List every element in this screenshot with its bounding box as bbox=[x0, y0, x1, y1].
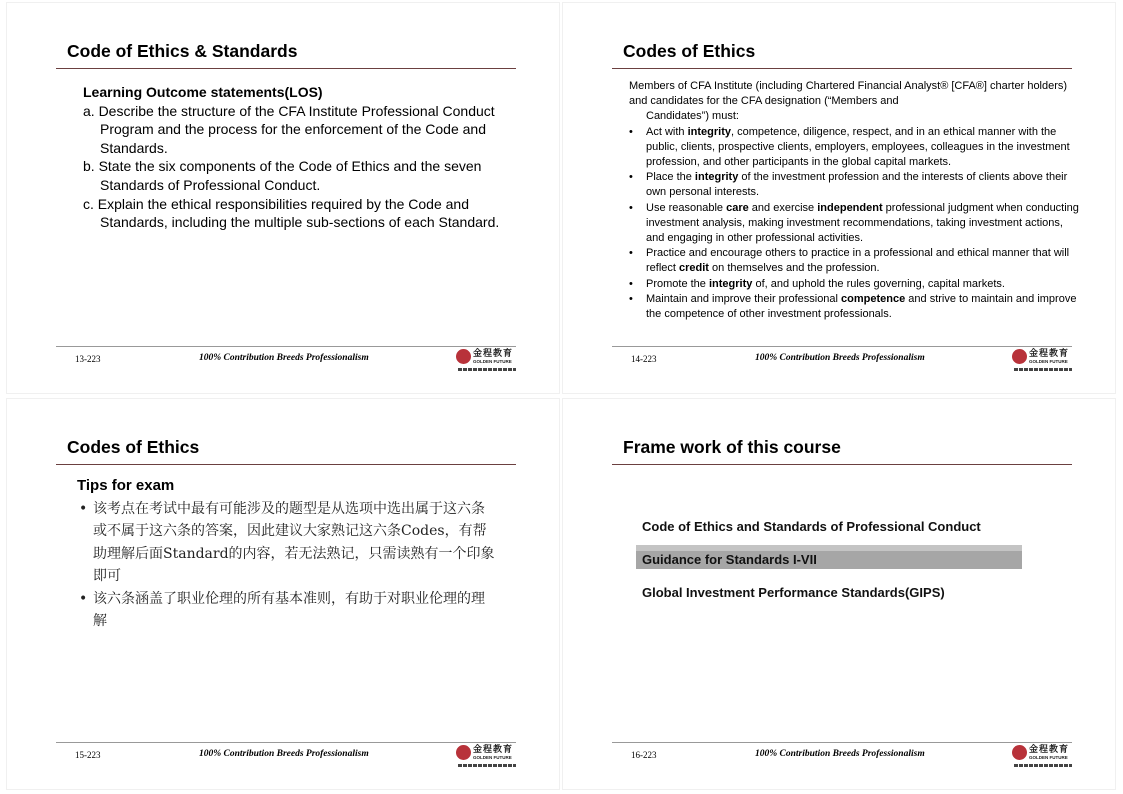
tip-item: • 该六条涵盖了职业伦理的所有基本准则，有助于对职业伦理的理解 bbox=[77, 588, 497, 633]
text: of, and uphold the rules governing, capital markets. bbox=[752, 277, 1005, 290]
title-rule bbox=[56, 464, 516, 465]
title-rule bbox=[612, 68, 1072, 69]
page-number: 13-223 bbox=[75, 354, 101, 364]
slide-title: Codes of Ethics bbox=[623, 41, 756, 61]
intro-text-cont: Candidates”) must: bbox=[646, 110, 739, 123]
text: Practice and encourage others to practice in a professional and ethical manner that will reflect bbox=[646, 247, 1070, 275]
text: of the investment profession and the interests of clients above their own personal interests. bbox=[646, 171, 1068, 199]
golden-future-logo: 金程教育 GOLDEN FUTURE bbox=[456, 348, 520, 374]
keyword: independent bbox=[817, 201, 883, 214]
golden-future-logo: 金程教育 GOLDEN FUTURE bbox=[1012, 744, 1076, 770]
text: and exercise bbox=[748, 201, 818, 214]
footer-motto: 100% Contribution Breeds Professionalism bbox=[755, 749, 925, 759]
slide-13 bbox=[6, 2, 560, 394]
framework-item: Global Investment Performance Standards(GIPS) bbox=[642, 585, 945, 600]
text: and strive to maintain and improve the competence of other investment professionals. bbox=[646, 292, 1077, 321]
code-item bbox=[629, 125, 1084, 171]
keyword: credit bbox=[679, 262, 709, 275]
slide-body bbox=[629, 79, 1084, 322]
page-number: 15-223 bbox=[75, 750, 101, 760]
slide-body bbox=[83, 83, 503, 232]
slide-15 bbox=[6, 398, 560, 790]
keyword: competence bbox=[841, 292, 906, 305]
text: Place the bbox=[646, 171, 695, 184]
page-number: 16-223 bbox=[631, 750, 657, 760]
slide-title: Code of Ethics & Standards bbox=[67, 41, 298, 61]
los-item: a. Describe the structure of the CFA Institute Professional Conduct Program and the process for the enforcement of the Code and Standards. bbox=[83, 102, 495, 156]
text: on themselves and the profession. bbox=[708, 262, 880, 275]
intro-text: Members of CFA Institute (including Chartered Financial Analyst® [CFA®] charter holders) and candidates for the CFA designation (“Members and bbox=[629, 80, 1068, 108]
slide-title: Frame work of this course bbox=[623, 437, 841, 457]
text: Use reasonable bbox=[646, 201, 727, 214]
text: Promote the bbox=[646, 277, 709, 290]
footer-motto: 100% Contribution Breeds Professionalism bbox=[199, 353, 369, 363]
los-item: c. Explain the ethical responsibilities required by the Code and Standards, including the multiple sub-sections of each Standard. bbox=[83, 195, 500, 231]
tip-item: • 该考点在考试中最有可能涉及的题型是从选项中选出属于这六条或不属于这六条的答案，因此建议大家熟记这六条Codes，有帮助理解后面Standard的内容，若无法熟记，只需读熟有一个印象即可 bbox=[77, 498, 497, 588]
slide-body bbox=[77, 475, 497, 633]
golden-future-logo: 金程教育 GOLDEN FUTURE bbox=[456, 744, 520, 770]
code-item bbox=[629, 170, 1084, 200]
los-item: b. State the six components of the Code of Ethics and the seven Standards of Professional Conduct. bbox=[83, 158, 482, 193]
title-rule bbox=[56, 68, 516, 69]
text: , competence, diligence, respect, and in an ethical manner with the public, clients, prospective clients, employers, employees, colleagues in the investment profession, and other participants in the global capital markets. bbox=[646, 125, 1070, 169]
footer-rule bbox=[56, 742, 516, 743]
slide-16 bbox=[562, 398, 1116, 790]
footer-rule bbox=[56, 346, 516, 347]
code-item bbox=[629, 201, 1084, 247]
keyword: integrity bbox=[708, 277, 753, 290]
framework-item-highlighted: Guidance for Standards I-VII bbox=[642, 552, 817, 567]
keyword: integrity bbox=[694, 171, 739, 184]
text: professional judgment when conducting investment analysis, making investment recommendations, taking investment actions, and engaging in other professional activities. bbox=[646, 201, 1079, 245]
text: Maintain and improve their professional bbox=[646, 292, 842, 305]
los-heading: Learning Outcome statements(LOS) bbox=[83, 84, 323, 100]
tips-heading: Tips for exam bbox=[77, 477, 175, 494]
code-item bbox=[629, 246, 1084, 276]
footer-rule bbox=[612, 346, 1072, 347]
page-number: 14-223 bbox=[631, 354, 657, 364]
code-item bbox=[629, 292, 1084, 322]
keyword: integrity bbox=[687, 125, 731, 138]
footer-motto: 100% Contribution Breeds Professionalism bbox=[199, 749, 369, 759]
footer-rule bbox=[612, 742, 1072, 743]
golden-future-logo: 金程教育 GOLDEN FUTURE bbox=[1012, 348, 1076, 374]
code-item bbox=[629, 277, 1084, 292]
footer-motto: 100% Contribution Breeds Professionalism bbox=[755, 353, 925, 363]
slide-14 bbox=[562, 2, 1116, 394]
framework-item: Code of Ethics and Standards of Professional Conduct bbox=[642, 519, 981, 534]
title-rule bbox=[612, 464, 1072, 465]
keyword: care bbox=[726, 201, 749, 214]
text: Act with bbox=[646, 125, 688, 138]
slide-title: Codes of Ethics bbox=[67, 437, 200, 457]
